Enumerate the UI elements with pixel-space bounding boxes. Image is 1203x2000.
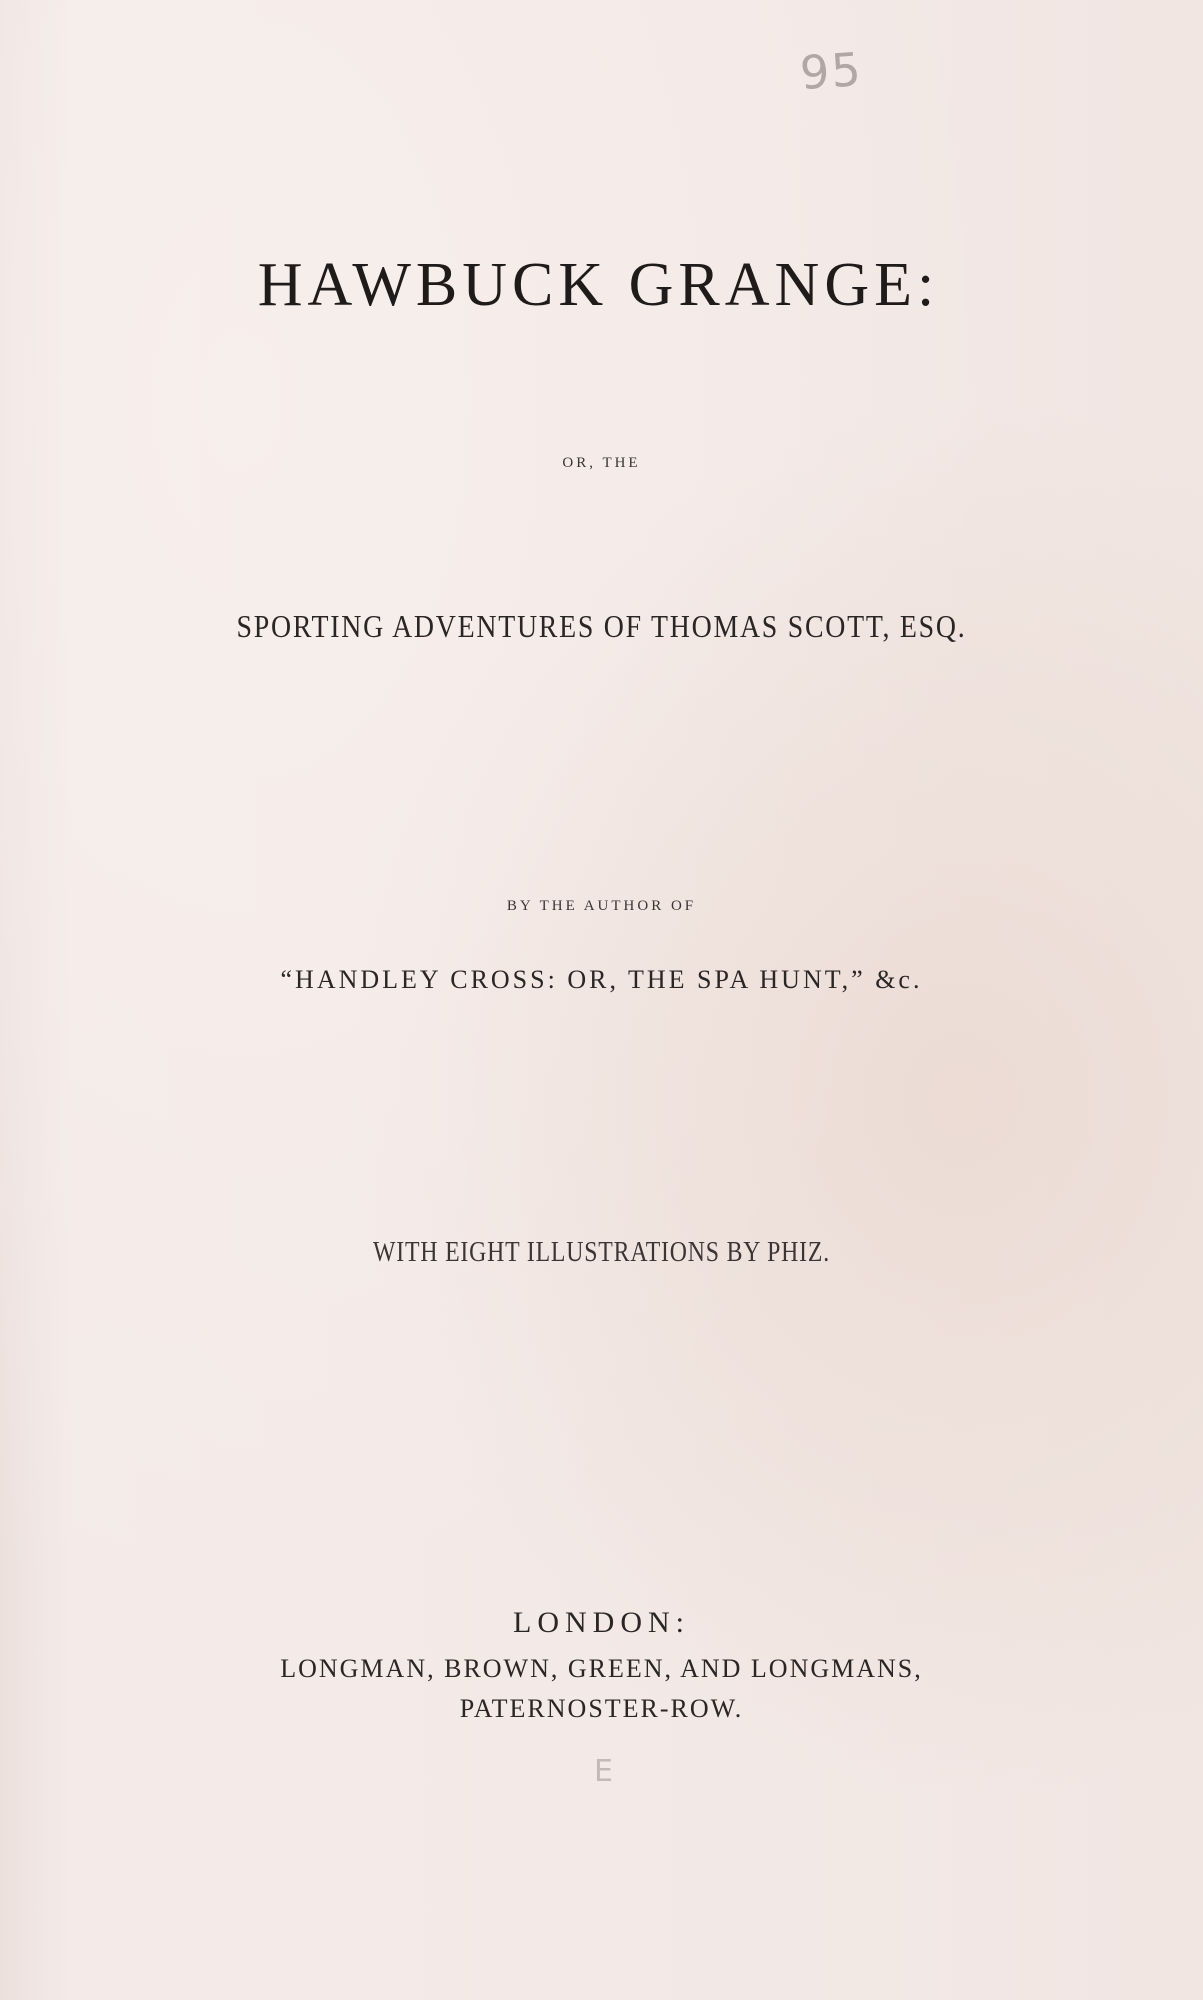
imprint-publisher: LONGMAN, BROWN, GREEN, AND LONGMANS, (280, 1654, 923, 1683)
imprint-street: PATERNOSTER-ROW. (459, 1694, 744, 1723)
title-connector: OR, THE (562, 455, 641, 471)
imprint-city: LONDON: (513, 1606, 690, 1639)
book-title: HAWBUCK GRANGE: (257, 251, 940, 319)
pencil-folio-number: 95 (798, 41, 865, 101)
pencil-shelfmark: E (594, 1754, 613, 1789)
previous-work-title: “HANDLEY CROSS: OR, THE SPA HUNT,” &c. (280, 965, 923, 994)
illustrations-credit: WITH EIGHT ILLUSTRATIONS BY PHIZ. (372, 1236, 831, 1268)
author-attribution: BY THE AUTHOR OF (506, 898, 697, 914)
book-subtitle: SPORTING ADVENTURES OF THOMAS SCOTT, ESQ. (236, 608, 967, 644)
